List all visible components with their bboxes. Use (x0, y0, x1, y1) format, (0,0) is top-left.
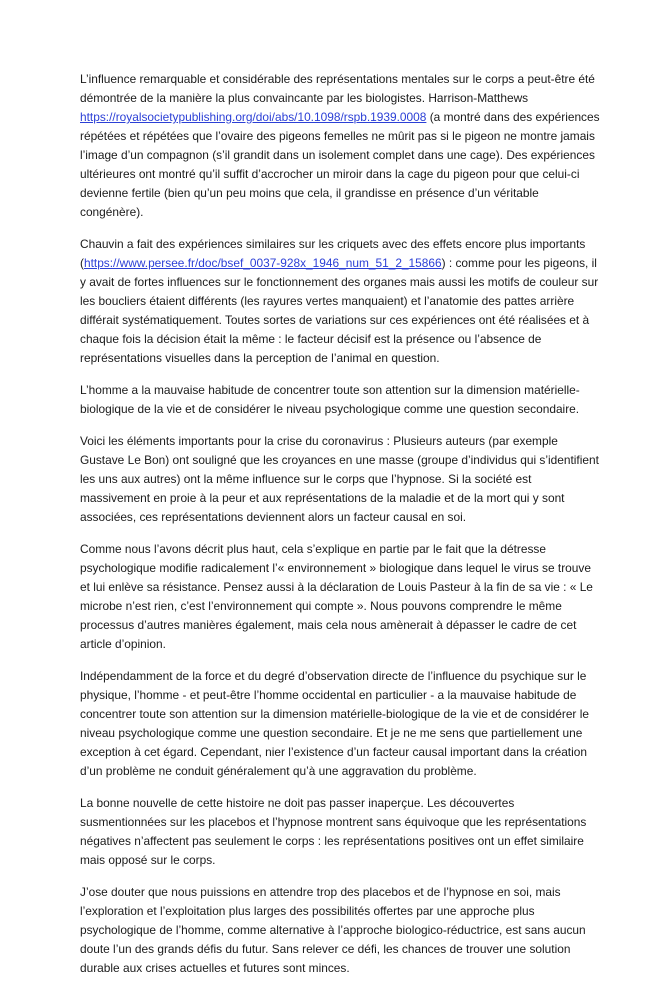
paragraph-1-text-after: (a montré dans des expériences répétées et répétées que l’ovaire des pigeons femelles ne mûrit pas si le pigeon ne montre jamais l’image d’un compagnon (s’il grandit dans un isolement complet dans une cage). Des expériences ultérieures ont montré qu’il suffit d’accrocher un miroir dans la cage du pigeon pour que celui-ci devienne fertile (bien qu’un peu moins que cela, il grandisse en présence d’un véritable congénère). (80, 110, 600, 219)
paragraph-2 (80, 235, 600, 368)
royal-society-link[interactable]: https://royalsocietypublishing.org/doi/abs/10.1098/rspb.1939.0008 (80, 110, 427, 124)
paragraph-1 (80, 70, 600, 222)
paragraph-1-text-before: L’influence remarquable et considérable des représentations mentales sur le corps a peut-être été démontrée de la manière la plus convaincante par les biologistes. Harrison-Matthews (80, 72, 595, 105)
paragraph-3: L’homme a la mauvaise habitude de concentrer toute son attention sur la dimension matérielle-biologique de la vie et de considérer le niveau psychologique comme une question secondaire. (80, 383, 580, 416)
paragraph-4: Voici les éléments importants pour la crise du coronavirus : Plusieurs auteurs (par exemple Gustave Le Bon) ont souligné que les croyances en une masse (groupe d’individus qui s’identifient les uns aux autres) ont la même influence sur le corps que l’hypnose. Si la société est massivement en proie à la peur et aux représentations de la maladie et de la mort qui y sont associées, ces représentations deviennent alors un facteur causal en soi. (80, 434, 599, 524)
persee-link[interactable]: https://www.persee.fr/doc/bsef_0037-928x_1946_num_51_2_15866 (83, 256, 442, 270)
paragraph-2-text-after: ) : comme pour les pigeons, il y avait de fortes influences sur le fonctionnement des organes mais aussi les motifs de couleur sur les boucliers étaient différents (les rayures vertes manquaient) et l’anatomie des pattes arrière différait systématiquement. Toutes sortes de variations sur ces expériences ont été réalisées et à chaque fois la décision était la même : le facteur décisif est la présence ou l’absence de représentations visuelles dans la perception de l’animal en question. (80, 256, 599, 365)
paragraph-8: J’ose douter que nous puissions en attendre trop des placebos et de l’hypnose en soi, mais l’exploration et l’exploitation plus larges des possibilités offertes par une approche plus psychologique de l’homme, comme alternative à l’approche biologico-réductrice, est sans aucun doute l’un des grands défis du futur. Sans relever ce défi, les chances de trouver une solution durable aux crises actuelles et futures sont minces. (80, 885, 586, 975)
paragraph-6: Indépendamment de la force et du degré d’observation directe de l’influence du psychique sur le physique, l’homme - et peut-être l’homme occidental en particulier - a la mauvaise habitude de concentrer toute son attention sur la dimension matérielle-biologique de la vie et de considérer le niveau psychologique comme une question secondaire. Et je ne me sens que partiellement une exception à cet égard. Cependant, nier l’existence d’un facteur causal important dans la création d’un problème ne conduit généralement qu’à une aggravation du problème. (80, 669, 589, 778)
paragraph-7: La bonne nouvelle de cette histoire ne doit pas passer inaperçue. Les découvertes susmentionnées sur les placebos et l’hypnose montrent sans équivoque que les représentations négatives n’affectent pas seulement le corps : les représentations positives ont un effet similaire mais opposé sur le corps. (80, 796, 587, 867)
document-page (80, 70, 600, 991)
paragraph-2-text-before: Chauvin a fait des expériences similaires sur les criquets avec des effets encore plus importants ( (80, 237, 586, 270)
paragraph-5: Comme nous l’avons décrit plus haut, cela s’explique en partie par le fait que la détresse psychologique modifie radicalement l’« environnement » biologique dans lequel le virus se trouve et lui enlève sa résistance. Pensez aussi à la déclaration de Louis Pasteur à la fin de sa vie : « Le microbe n’est rien, c’est l’environnement qui compte ». Nous pouvons comprendre le même processus d’autres manières également, mais cela nous amènerait à dépasser le cadre de cet article d’opinion. (80, 542, 593, 651)
